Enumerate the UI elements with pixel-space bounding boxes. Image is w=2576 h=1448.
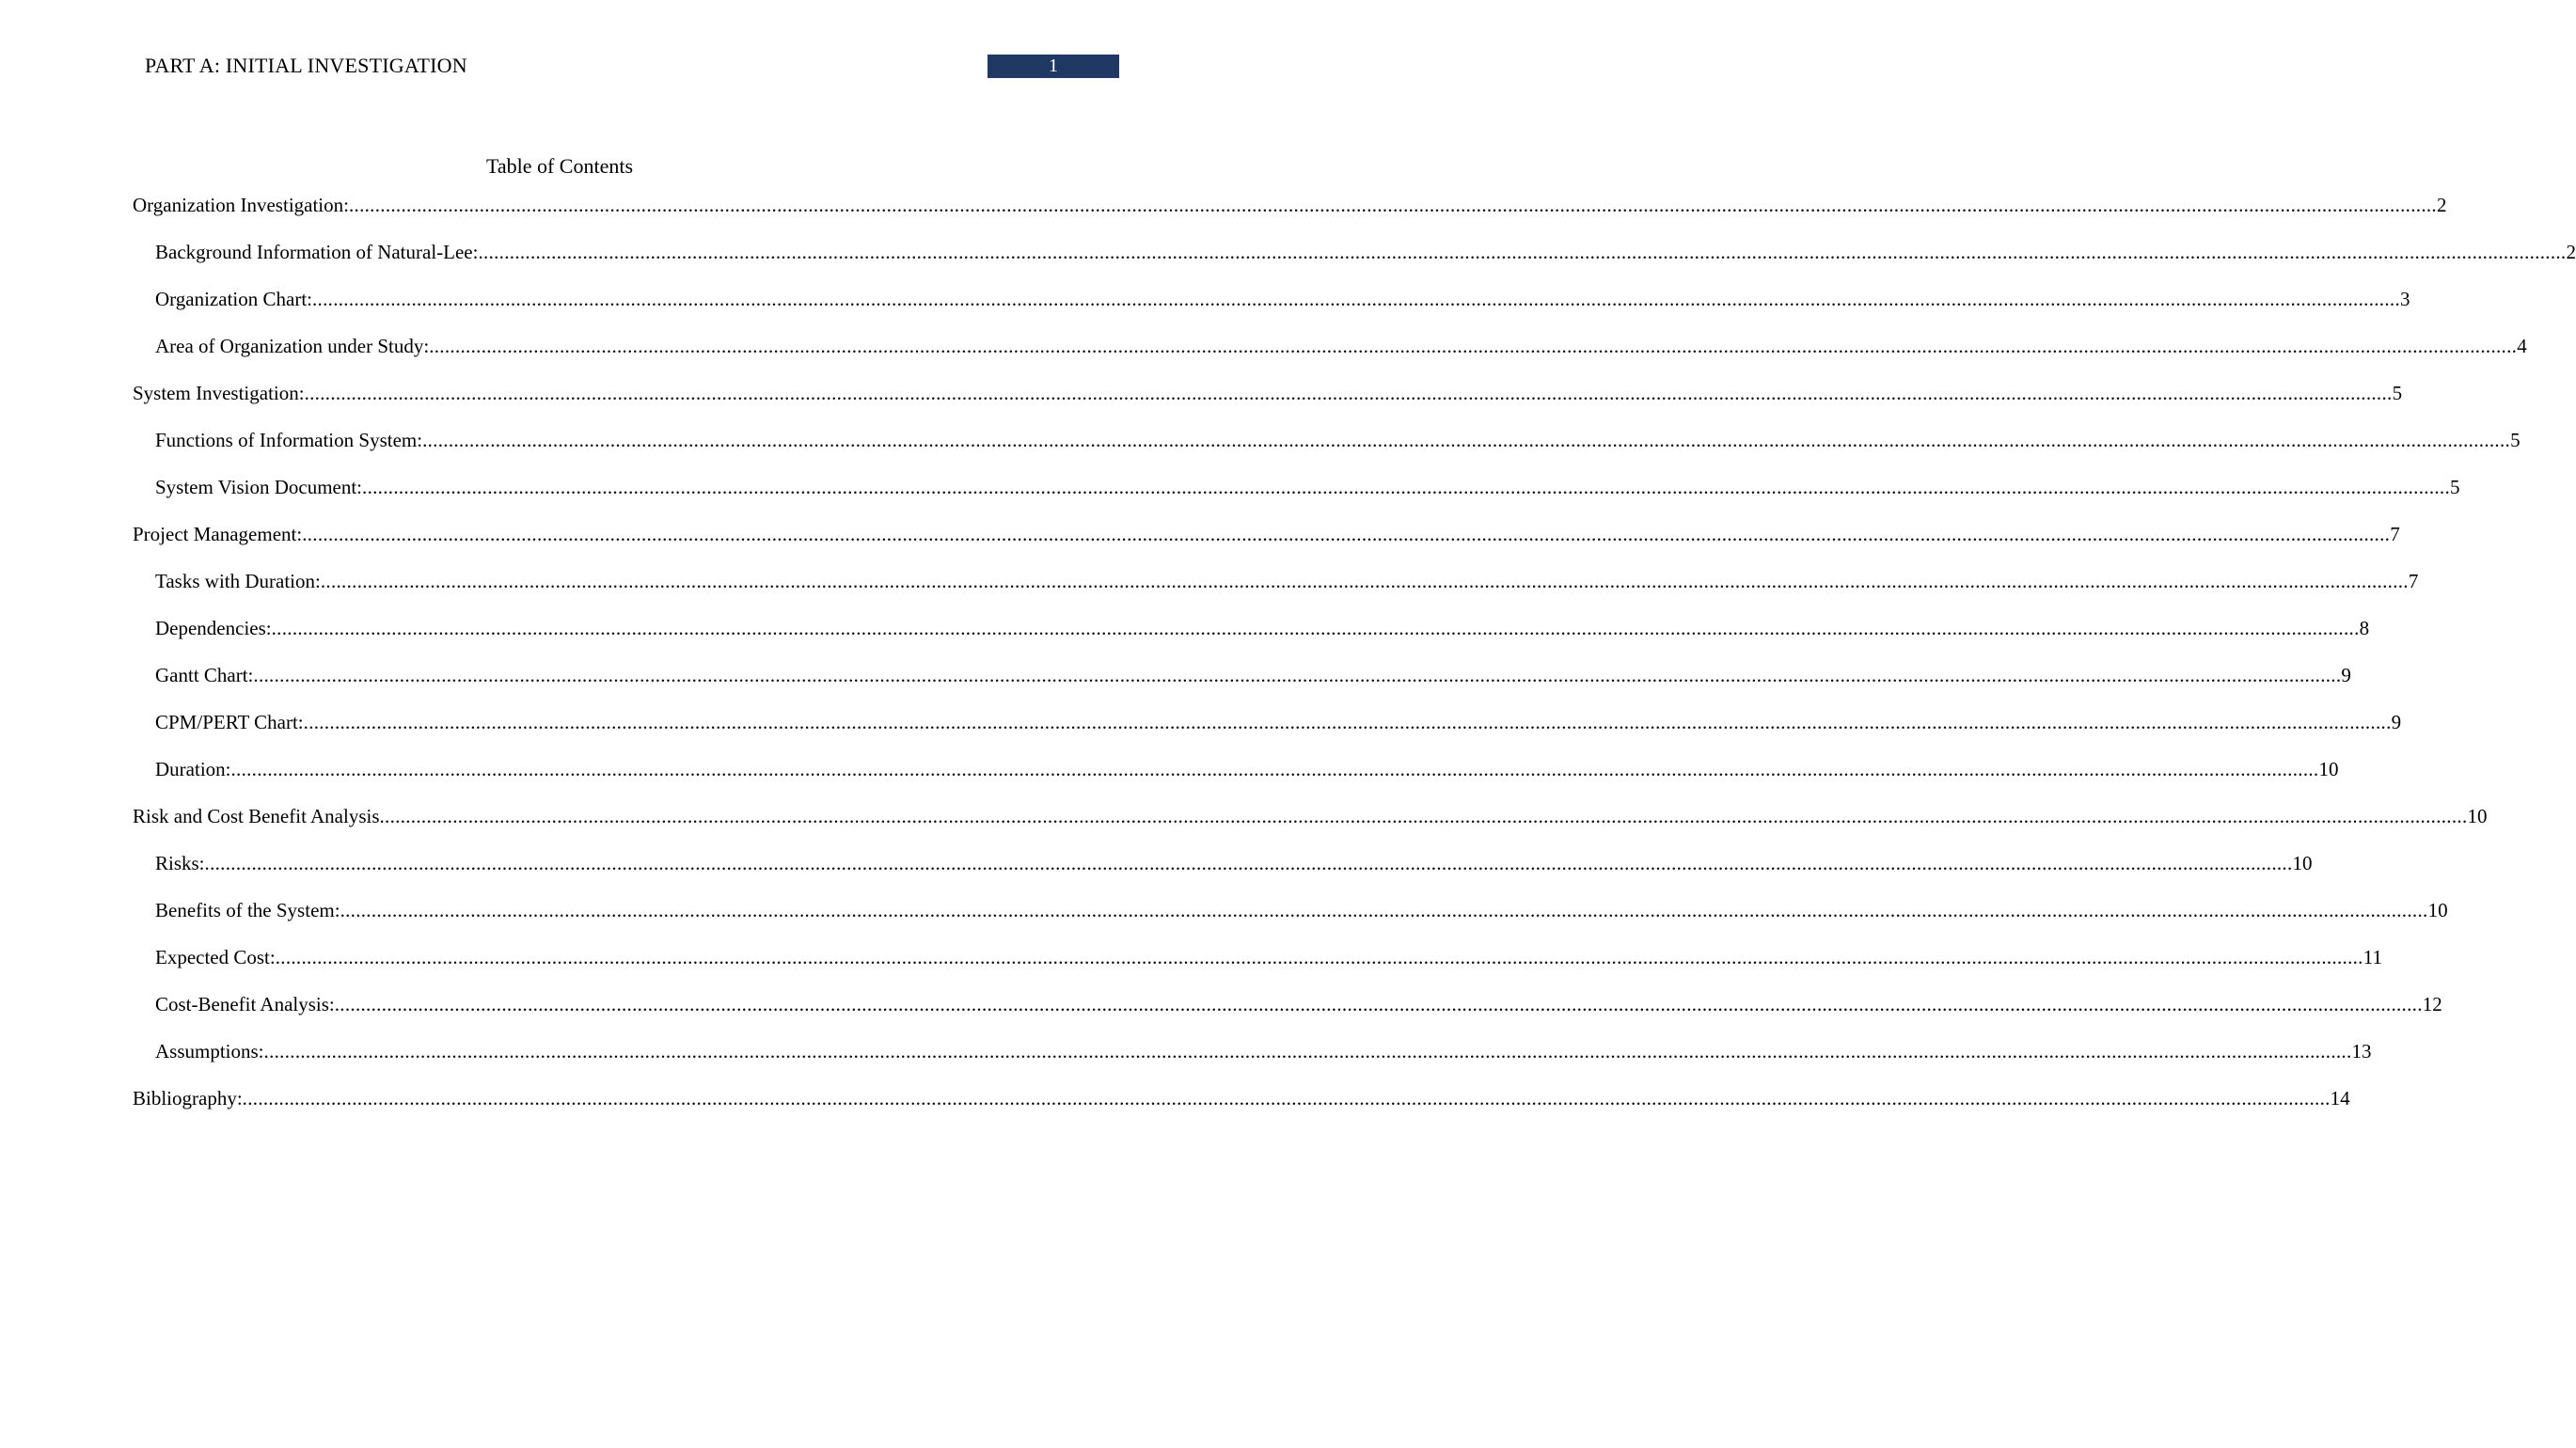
toc-entry[interactable] bbox=[133, 192, 2447, 239]
toc-dot-leader: ................................................................................................................................................................................................................................................................................................................................................................................................................ bbox=[320, 570, 2409, 592]
toc-dot-leader: ................................................................................................................................................................................................................................................................................................................................................................................................................ bbox=[379, 805, 2468, 827]
running-header-title: PART A: INITIAL INVESTIGATION bbox=[145, 54, 467, 77]
toc-dot-leader: ................................................................................................................................................................................................................................................................................................................................................................................................................ bbox=[303, 711, 2392, 733]
toc-entry[interactable] bbox=[133, 521, 2400, 568]
toc-entry-label[interactable]: Project Management: bbox=[133, 523, 303, 545]
toc-dot-leader: ................................................................................................................................................................................................................................................................................................................................................................................................................ bbox=[312, 288, 2400, 310]
toc-entry[interactable] bbox=[133, 333, 2527, 380]
toc-dot-leader: ................................................................................................................................................................................................................................................................................................................................................................................................................ bbox=[340, 899, 2428, 921]
toc-entry[interactable] bbox=[133, 568, 2419, 615]
toc-entry-page-number[interactable]: 14 bbox=[2330, 1087, 2350, 1110]
toc-entry-label[interactable]: System Vision Document: bbox=[155, 476, 363, 498]
toc-entry[interactable] bbox=[133, 897, 2448, 944]
table-of-contents bbox=[133, 192, 2576, 1132]
toc-entry-label[interactable]: Cost-Benefit Analysis: bbox=[155, 993, 335, 1015]
toc-entry[interactable] bbox=[133, 474, 2460, 521]
toc-entry-page-number[interactable]: 11 bbox=[2363, 946, 2382, 968]
toc-dot-leader: ................................................................................................................................................................................................................................................................................................................................................................................................................ bbox=[275, 946, 2363, 968]
toc-entry-label[interactable]: Functions of Information System: bbox=[155, 429, 423, 451]
toc-entry-page-number[interactable]: 13 bbox=[2351, 1040, 2372, 1062]
toc-entry-label[interactable]: Assumptions: bbox=[155, 1040, 264, 1062]
toc-entry-page-number[interactable]: 2 bbox=[2436, 194, 2447, 216]
toc-entry-page-number[interactable]: 10 bbox=[2427, 899, 2448, 921]
toc-entry[interactable] bbox=[133, 662, 2351, 709]
toc-entry-label[interactable]: Organization Chart: bbox=[155, 288, 312, 310]
toc-entry-page-number[interactable]: 7 bbox=[2408, 570, 2419, 592]
toc-entry-label[interactable]: Risks: bbox=[155, 852, 205, 874]
toc-entry-label[interactable]: Tasks with Duration: bbox=[155, 570, 321, 592]
toc-dot-leader: ................................................................................................................................................................................................................................................................................................................................................................................................................ bbox=[422, 429, 2511, 451]
toc-entry-page-number[interactable]: 7 bbox=[2390, 523, 2400, 545]
toc-dot-leader: ................................................................................................................................................................................................................................................................................................................................................................................................................ bbox=[204, 852, 2293, 874]
toc-entry-page-number[interactable]: 2 bbox=[2566, 241, 2576, 263]
toc-entry-label[interactable]: Gantt Chart: bbox=[155, 664, 254, 686]
toc-dot-leader: ................................................................................................................................................................................................................................................................................................................................................................................................................ bbox=[478, 241, 2567, 263]
toc-entry-label[interactable]: Benefits of the System: bbox=[155, 899, 340, 921]
toc-dot-leader: ................................................................................................................................................................................................................................................................................................................................................................................................................ bbox=[429, 335, 2518, 357]
toc-entry[interactable] bbox=[133, 1038, 2372, 1085]
toc-entry-label[interactable]: System Investigation: bbox=[133, 382, 305, 404]
toc-entry-page-number[interactable]: 9 bbox=[2391, 711, 2402, 733]
toc-dot-leader: ................................................................................................................................................................................................................................................................................................................................................................................................................ bbox=[334, 993, 2423, 1015]
toc-entry[interactable] bbox=[133, 803, 2488, 850]
toc-entry-label[interactable]: Area of Organization under Study: bbox=[155, 335, 430, 357]
toc-entry-page-number[interactable]: 5 bbox=[2510, 429, 2521, 451]
toc-dot-leader: ................................................................................................................................................................................................................................................................................................................................................................................................................ bbox=[304, 382, 2393, 404]
toc-entry-page-number[interactable]: 3 bbox=[2400, 288, 2410, 310]
toc-entry[interactable] bbox=[133, 427, 2521, 474]
toc-dot-leader: ................................................................................................................................................................................................................................................................................................................................................................................................................ bbox=[271, 617, 2360, 639]
toc-dot-leader: ................................................................................................................................................................................................................................................................................................................................................................................................................ bbox=[302, 523, 2391, 545]
toc-entry[interactable] bbox=[133, 709, 2402, 756]
toc-entry[interactable] bbox=[133, 944, 2382, 991]
toc-entry-label[interactable]: CPM/PERT Chart: bbox=[155, 711, 304, 733]
toc-dot-leader: ................................................................................................................................................................................................................................................................................................................................................................................................................ bbox=[263, 1040, 2352, 1062]
toc-dot-leader: ................................................................................................................................................................................................................................................................................................................................................................................................................ bbox=[230, 758, 2319, 780]
toc-entry-label[interactable]: Dependencies: bbox=[155, 617, 272, 639]
toc-entry-page-number[interactable]: 8 bbox=[2359, 617, 2370, 639]
toc-entry-label[interactable]: Background Information of Natural-Lee: bbox=[155, 241, 479, 263]
toc-dot-leader: ................................................................................................................................................................................................................................................................................................................................................................................................................ bbox=[348, 194, 2437, 216]
toc-entry-page-number[interactable]: 4 bbox=[2517, 335, 2527, 357]
toc-entry[interactable] bbox=[133, 756, 2339, 803]
toc-entry-label[interactable]: Organization Investigation: bbox=[133, 194, 349, 216]
toc-entry-page-number[interactable]: 12 bbox=[2422, 993, 2442, 1015]
toc-entry-page-number[interactable]: 9 bbox=[2341, 664, 2351, 686]
toc-dot-leader: ................................................................................................................................................................................................................................................................................................................................................................................................................ bbox=[362, 476, 2451, 498]
toc-entry[interactable] bbox=[133, 615, 2370, 662]
toc-entry[interactable] bbox=[133, 286, 2410, 333]
toc-entry-label[interactable]: Bibliography: bbox=[133, 1087, 243, 1110]
toc-entry[interactable] bbox=[133, 850, 2313, 897]
toc-entry-page-number[interactable]: 10 bbox=[2467, 805, 2488, 827]
toc-dot-leader: ................................................................................................................................................................................................................................................................................................................................................................................................................ bbox=[242, 1087, 2331, 1110]
toc-entry-label[interactable]: Expected Cost: bbox=[155, 946, 276, 968]
toc-dot-leader: ................................................................................................................................................................................................................................................................................................................................................................................................................ bbox=[253, 664, 2342, 686]
toc-entry-page-number[interactable]: 5 bbox=[2392, 382, 2403, 404]
toc-entry[interactable] bbox=[133, 1085, 2350, 1132]
toc-entry-label[interactable]: Risk and Cost Benefit Analysis bbox=[133, 805, 380, 827]
page-number-badge: 1 bbox=[988, 55, 1119, 78]
toc-entry[interactable] bbox=[133, 239, 2576, 286]
toc-entry-label[interactable]: Duration: bbox=[155, 758, 231, 780]
toc-entry-page-number[interactable]: 10 bbox=[2292, 852, 2313, 874]
toc-entry-page-number[interactable]: 5 bbox=[2450, 476, 2460, 498]
toc-entry[interactable] bbox=[133, 380, 2403, 427]
toc-heading: Table of Contents bbox=[485, 154, 634, 178]
toc-entry-page-number[interactable]: 10 bbox=[2318, 758, 2339, 780]
toc-entry[interactable] bbox=[133, 991, 2442, 1038]
